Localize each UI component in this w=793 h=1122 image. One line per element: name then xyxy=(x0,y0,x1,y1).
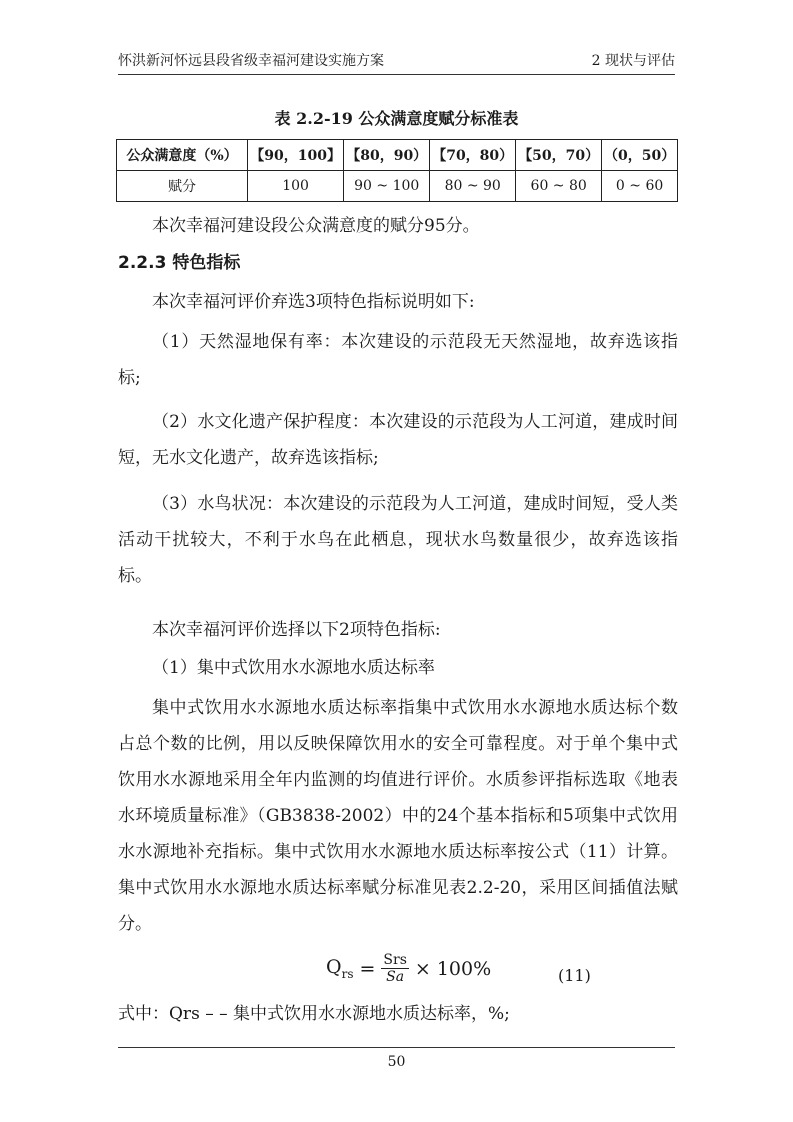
table-header-row xyxy=(117,140,678,171)
table-header-cell: 【80，90） xyxy=(344,140,430,171)
section-heading: 2.2.3 特色指标 xyxy=(118,253,241,273)
header-chapter: 2 现状与评估 xyxy=(591,53,675,69)
score-table xyxy=(116,139,678,202)
table-cell: 0 ~ 60 xyxy=(602,171,678,202)
table-header-cell: （0，50） xyxy=(602,140,678,171)
paragraph-variable-definition: 式中：Qrs – – 集中式饮用水水源地水质达标率，%; xyxy=(118,1004,510,1024)
paragraph-item-water-culture: （2）水文化遗产保护程度：本次建设的示范段为人工河道，建成时间短，无水文化遗产，故弃选该指标; xyxy=(118,412,678,468)
formula-rhs: × 100% xyxy=(414,957,492,980)
paragraph-discarded-intro: 本次幸福河评价弃选3项特色指标说明如下: xyxy=(152,292,475,312)
paragraph-indicator-title: （1）集中式饮用水水源地水质达标率 xyxy=(152,658,435,678)
paragraph-indicator-description: 集中式饮用水水源地水质达标率指集中式饮用水水源地水质达标个数占总个数的比例，用以反映保障饮用水的安全可靠程度。对于单个集中式饮用水水源地采用全年内监测的均值进行评价。水质参评指标选取《地表水环境质量标准》（GB3838-2002）中的24个基本指标和5项集中式饮用水水源地补充指标。集中式饮用水水源地水质达标率按公式（11）计算。集中式饮用水水源地水质达标率赋分标准见表2.2-20，采用区间插值法赋分。 xyxy=(118,698,678,934)
table-row xyxy=(117,171,678,202)
formula-numerator: Srs xyxy=(383,952,407,968)
formula-lhs: $Q_{rs}$ xyxy=(326,956,354,981)
paragraph-item-waterbirds: （3）水鸟状况：本次建设的示范段为人工河道，建成时间短，受人类活动干扰较大，不利于水鸟在此栖息，现状水鸟数量很少，故弃选该指标。 xyxy=(118,494,678,586)
equation-number: (11) xyxy=(558,966,591,985)
table-cell: 60 ~ 80 xyxy=(516,171,602,202)
paragraph-selected-intro: 本次幸福河评价选择以下2项特色指标: xyxy=(152,620,441,640)
table-cell: 80 ~ 90 xyxy=(430,171,516,202)
paragraph-item-wetland: （1）天然湿地保有率：本次建设的示范段无天然湿地，故弃选该指标; xyxy=(118,332,678,388)
formula-denominator: Sa xyxy=(386,969,405,985)
formula-fraction xyxy=(381,952,408,985)
table-header-cell: 【90，100】 xyxy=(248,140,344,171)
table-cell: 100 xyxy=(248,171,344,202)
page-header xyxy=(118,46,675,75)
table-header-cell: 【50，70） xyxy=(516,140,602,171)
table-header-cell: 公众满意度（%） xyxy=(117,140,248,171)
paragraph-satisfaction-score: 本次幸福河建设段公众满意度的赋分95分。 xyxy=(152,216,480,236)
footer-divider xyxy=(118,1047,675,1048)
table-title: 表 2.2-19 公众满意度赋分标准表 xyxy=(274,109,519,128)
table-cell: 90 ~ 100 xyxy=(344,171,430,202)
header-document-title: 怀洪新河怀远县段省级幸福河建设实施方案 xyxy=(118,53,384,69)
formula: $Q_{rs}$ = $\frac{\text{Srs}}{Sa}$ × 100% xyxy=(326,952,492,985)
page-number: 50 xyxy=(387,1054,406,1070)
table-cell: 赋分 xyxy=(117,171,248,202)
table-header-cell: 【70，80） xyxy=(430,140,516,171)
